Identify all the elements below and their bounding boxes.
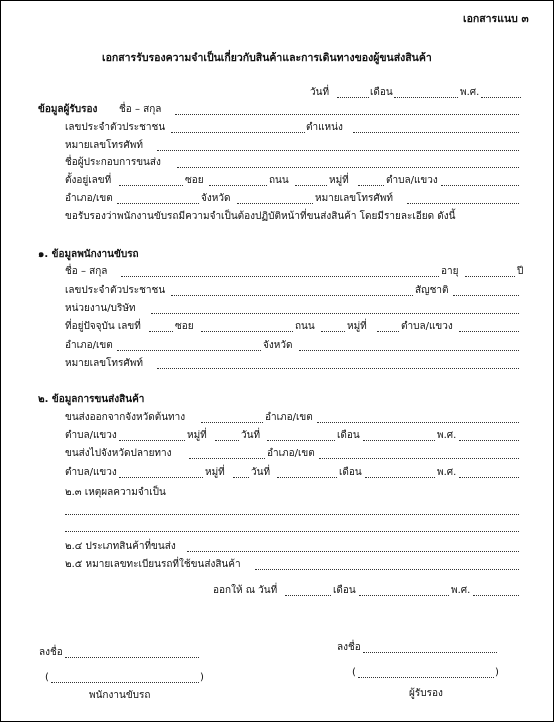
driver-phone-label: หมายเลขโทรศัพท์	[65, 358, 143, 369]
sign-right-label: ลงชื่อ	[337, 642, 361, 653]
shipment-origin-subdistrict-field[interactable]	[119, 440, 185, 441]
driver-agency-label: หน่วยงาน/บริษัท	[65, 303, 136, 314]
certifier-heading: ข้อมูลผู้รับรอง	[38, 104, 98, 115]
driver-nationality-field[interactable]	[453, 295, 519, 296]
driver-soi-field[interactable]	[201, 331, 293, 332]
driver-nationality-label: สัญชาติ	[415, 285, 449, 296]
driver-address-field[interactable]	[149, 331, 173, 332]
certifier-address-field[interactable]	[119, 185, 183, 186]
shipment-destination-label: ขนส่งไปจังหวัดปลายทาง	[65, 448, 172, 459]
issued-day-field[interactable]	[285, 595, 331, 596]
shipment-origin-day-label: วันที่	[241, 430, 261, 441]
shipment-origin-label: ขนส่งออกจากจังหวัดต้นทาง	[65, 412, 186, 423]
certifier-position-field[interactable]	[353, 132, 519, 133]
date-day-field[interactable]	[337, 97, 369, 98]
sign-right-field[interactable]	[363, 652, 497, 653]
certifier-district-label: อำเภอ/เขต	[65, 193, 113, 204]
certifier-name-field[interactable]	[175, 114, 519, 115]
issued-year-field[interactable]	[473, 595, 519, 596]
issued-month-field[interactable]	[359, 595, 449, 596]
sign-left-label: ลงชื่อ	[39, 647, 63, 658]
certifier-statement: ขอรับรองว่าพนักงานขับรถมีความจำเป็นต้องปฏิบัติหน้าที่ขนส่งสินค้า โดยมีรายละเอียด ดังนี้	[65, 211, 456, 222]
shipment-dest-moo-field[interactable]	[233, 477, 249, 478]
shipment-origin-day-field[interactable]	[267, 440, 335, 441]
certifier-address-label: ตั้งอยู่เลขที่	[65, 175, 112, 186]
shipment-dest-district-label: อำเภอ/เขต	[267, 448, 315, 459]
certifier-province-label: จังหวัด	[201, 193, 231, 204]
date-month-label: เดือน	[370, 87, 393, 98]
shipment-dest-moo-label: หมู่ที่	[205, 467, 225, 478]
shipment-reason-line-1[interactable]	[65, 514, 519, 515]
sign-left-close-paren: )	[200, 672, 204, 683]
certifier-business-field[interactable]	[177, 167, 519, 168]
document-title: เอกสารรับรองความจำเป็นเกี่ยวกับสินค้าและการเดินทางของผู้ขนส่งสินค้า	[102, 52, 432, 64]
certifier-subdistrict-field[interactable]	[441, 185, 519, 186]
certifier-subdistrict-label: ตำบล/แขวง	[386, 175, 438, 186]
shipment-reason-label: ๒.๓ เหตุผลความจำเป็น	[65, 487, 166, 498]
driver-heading: ๑. ข้อมูลพนักงานขับรถ	[38, 249, 139, 260]
date-year-label: พ.ศ.	[460, 87, 480, 98]
certifier-id-label: เลขประจำตัวประชาชน	[65, 122, 166, 133]
driver-soi-label: ซอย	[175, 321, 194, 332]
driver-subdistrict-label: ตำบล/แขวง	[401, 321, 453, 332]
attachment-tag: เอกสารแนบ ๓	[463, 13, 529, 25]
driver-district-field[interactable]	[117, 350, 261, 351]
shipment-heading: ๒. ข้อมูลการขนส่งสินค้า	[38, 394, 145, 405]
issued-label: ออกให้ ณ วันที่	[213, 585, 278, 596]
shipment-origin-field[interactable]	[201, 422, 263, 423]
shipment-origin-moo-label: หมู่ที่	[187, 430, 207, 441]
sign-left-open-paren: (	[45, 672, 49, 683]
shipment-origin-district-field[interactable]	[317, 422, 519, 423]
shipment-dest-subdistrict-field[interactable]	[119, 477, 203, 478]
shipment-dest-subdistrict-label: ตำบล/แขวง	[65, 467, 117, 478]
driver-name-label: ชื่อ – สกุล	[65, 266, 108, 277]
driver-address-label: ที่อยู่ปัจจุบัน เลขที่	[65, 321, 141, 332]
driver-moo-label: หมู่ที่	[347, 321, 367, 332]
driver-road-label: ถนน	[295, 321, 315, 332]
shipment-dest-month-label: เดือน	[339, 467, 362, 478]
certifier-name-label: ชื่อ – สกุล	[119, 104, 162, 115]
certifier-district-field[interactable]	[117, 203, 199, 204]
driver-age-field[interactable]	[465, 276, 515, 277]
certifier-phone-label: หมายเลขโทรศัพท์	[65, 140, 143, 151]
shipment-plate-field[interactable]	[255, 569, 519, 570]
role-right: ผู้รับรอง	[409, 688, 443, 699]
driver-id-field[interactable]	[171, 295, 413, 296]
certifier-soi-field[interactable]	[209, 185, 267, 186]
shipment-origin-subdistrict-label: ตำบล/แขวง	[65, 430, 117, 441]
driver-province-field[interactable]	[299, 350, 519, 351]
issued-month-label: เดือน	[333, 585, 356, 596]
shipment-origin-month-field[interactable]	[363, 440, 435, 441]
certifier-position-label: ตำแหน่ง	[306, 122, 343, 133]
certifier-soi-label: ซอย	[185, 175, 204, 186]
sign-left-name-field[interactable]	[51, 682, 199, 683]
certifier-business-label: ชื่อผู้ประกอบการขนส่ง	[65, 157, 161, 168]
driver-phone-field[interactable]	[157, 368, 519, 369]
issued-year-label: พ.ศ.	[451, 585, 471, 596]
certifier-phone2-field[interactable]	[407, 203, 519, 204]
driver-id-label: เลขประจำตัวประชาชน	[65, 285, 166, 296]
driver-district-label: อำเภอ/เขต	[65, 340, 113, 351]
driver-moo-field[interactable]	[377, 331, 399, 332]
shipment-origin-year-field[interactable]	[459, 440, 519, 441]
driver-subdistrict-field[interactable]	[459, 331, 519, 332]
shipment-dest-month-field[interactable]	[365, 477, 435, 478]
shipment-dest-year-field[interactable]	[459, 477, 519, 478]
date-month-field[interactable]	[394, 97, 458, 98]
sign-left-field[interactable]	[65, 657, 199, 658]
shipment-plate-label: ๒.๕ หมายเลขทะเบียนรถที่ใช้ขนส่งสินค้า	[65, 559, 241, 570]
shipment-origin-month-label: เดือน	[337, 430, 360, 441]
shipment-dest-day-field[interactable]	[277, 477, 337, 478]
sign-right-close-paren: )	[495, 667, 499, 678]
driver-agency-field[interactable]	[151, 313, 519, 314]
certifier-road-label: ถนน	[269, 175, 289, 186]
shipment-origin-moo-field[interactable]	[215, 440, 239, 441]
driver-age-label: อายุ	[441, 266, 459, 277]
certifier-road-field[interactable]	[295, 185, 327, 186]
shipment-destination-field[interactable]	[189, 458, 265, 459]
shipment-goods-field[interactable]	[187, 551, 519, 552]
certifier-phone2-label: หมายเลขโทรศัพท์	[315, 193, 393, 204]
shipment-dest-day-label: วันที่	[251, 467, 271, 478]
shipment-goods-label: ๒.๔ ประเภทสินค้าที่ขนส่ง	[65, 541, 176, 552]
sign-right-name-field[interactable]	[358, 677, 494, 678]
date-day-label: วันที่	[310, 87, 330, 98]
shipment-dest-year-label: พ.ศ.	[437, 467, 457, 478]
driver-name-field[interactable]	[121, 276, 439, 277]
sign-right-open-paren: (	[352, 667, 356, 678]
shipment-reason-line-2[interactable]	[65, 531, 519, 532]
date-year-field[interactable]	[481, 97, 521, 98]
shipment-dest-district-field[interactable]	[319, 458, 519, 459]
shipment-origin-district-label: อำเภอ/เขต	[265, 412, 313, 423]
certifier-moo-label: หมู่ที่	[329, 175, 349, 186]
certifier-id-field[interactable]	[171, 132, 305, 133]
driver-province-label: จังหวัด	[263, 340, 293, 351]
certifier-phone-field[interactable]	[157, 150, 519, 151]
driver-years-label: ปี	[517, 266, 524, 277]
certifier-moo-field[interactable]	[358, 185, 384, 186]
driver-road-field[interactable]	[321, 331, 345, 332]
certifier-province-field[interactable]	[237, 203, 313, 204]
role-left: พนักงานขับรถ	[89, 690, 151, 701]
shipment-origin-year-label: พ.ศ.	[437, 430, 457, 441]
